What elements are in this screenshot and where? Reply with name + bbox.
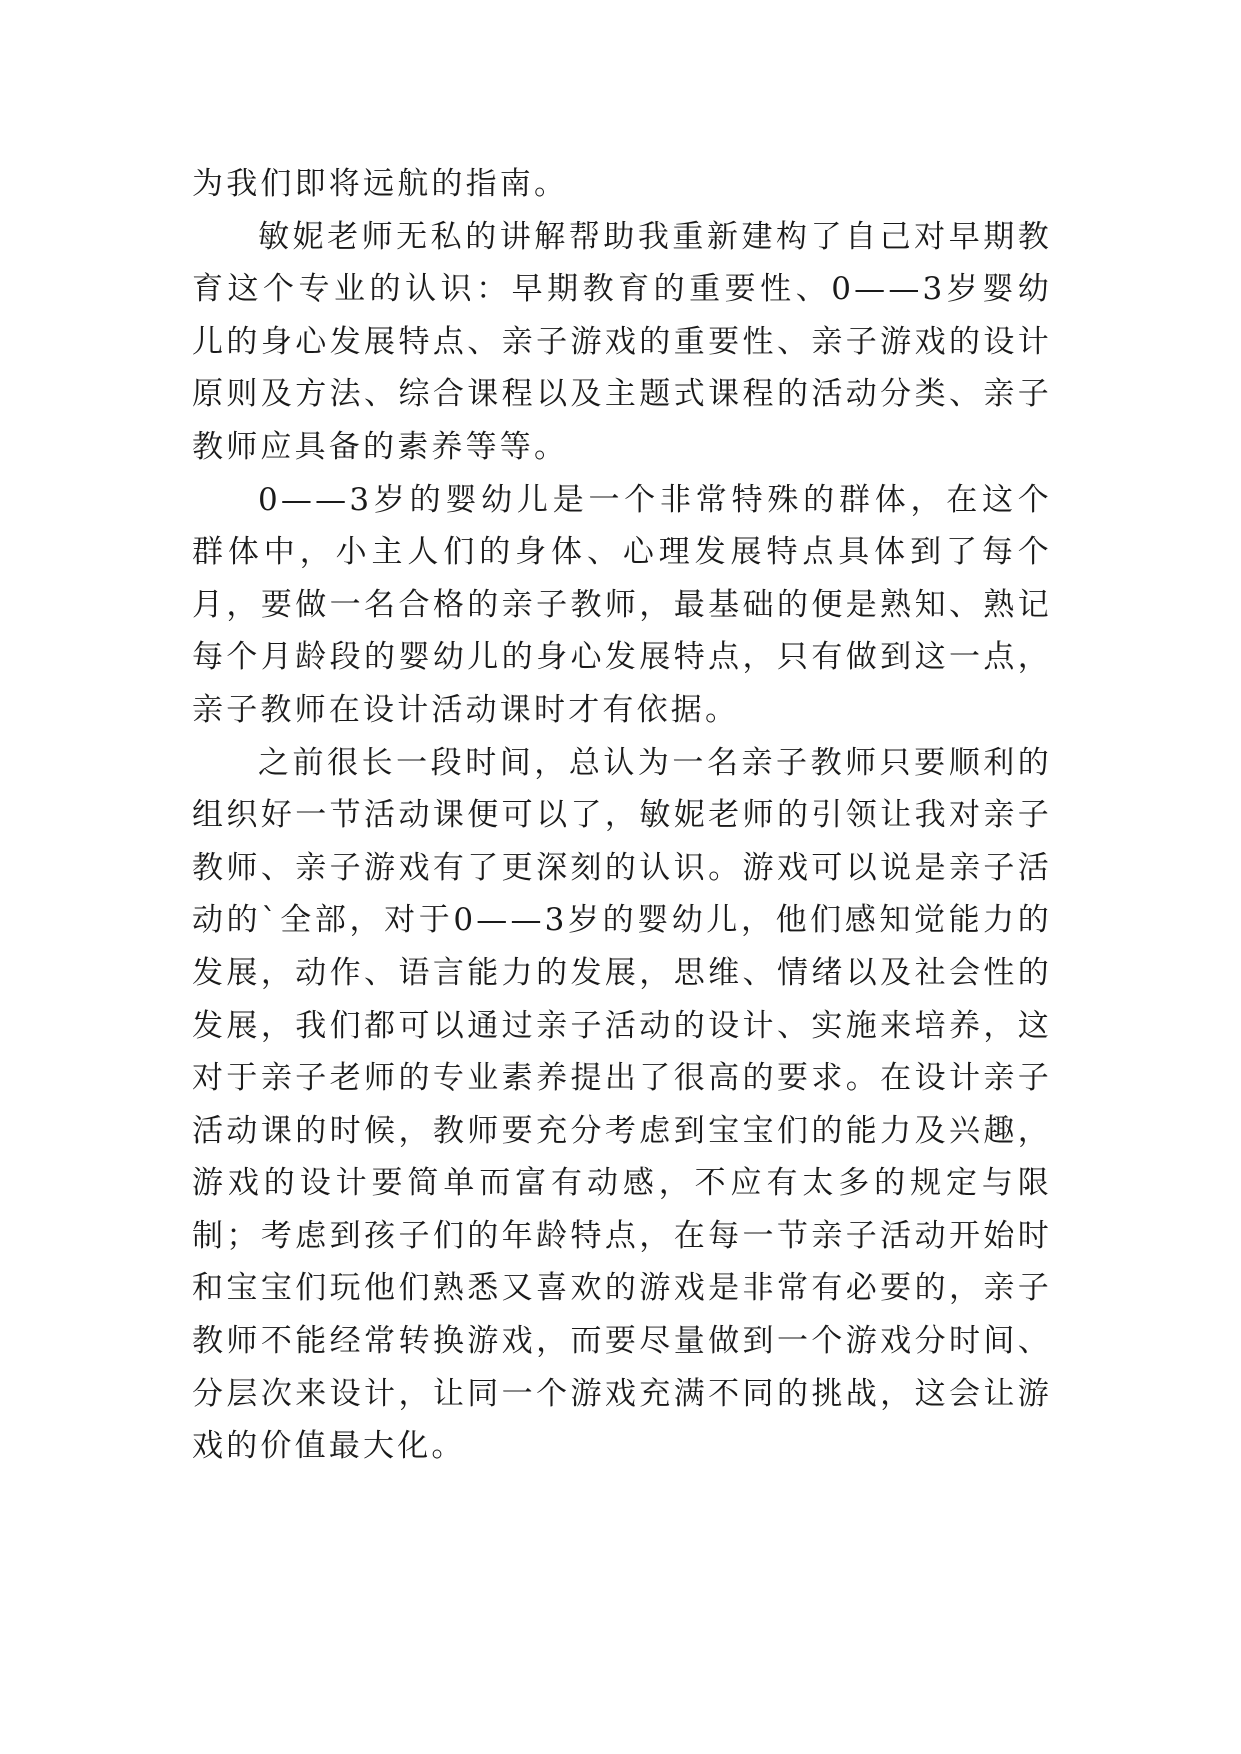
paragraph-1: 为我们即将远航的指南。 [192, 166, 569, 202]
paragraph-2: 敏妮老师无私的讲解帮助我重新建构了自己对早期教育这个专业的认识：早期教育的重要性、0——3岁婴幼儿的身心发展特点、亲子游戏的重要性、亲子游戏的设计原则及方法、综合课程以及主题式课程的活动分类、亲子教师应具备的素养等等。 [192, 218, 1052, 465]
paragraph-3: 0——3岁的婴幼儿是一个非常特殊的群体，在这个群体中，小主人们的身体、心理发展特点具体到了每个月，要做一名合格的亲子教师，最基础的便是熟知、熟记每个月龄段的婴幼儿的身心发展特点，只有做到这一点，亲子教师在设计活动课时才有依据。 [192, 481, 1052, 728]
document-body [192, 158, 1052, 1473]
paragraph-4: 之前很长一段时间，总认为一名亲子教师只要顺利的组织好一节活动课便可以了，敏妮老师的引领让我对亲子教师、亲子游戏有了更深刻的认识。游戏可以说是亲子活动的`全部，对于0——3岁的婴幼儿，他们感知觉能力的发展，动作、语言能力的发展，思维、情绪以及社会性的发展，我们都可以通过亲子活动的设计、实施来培养，这对于亲子老师的专业素养提出了很高的要求。在设计亲子活动课的时候，教师要充分考虑到宝宝们的能力及兴趣，游戏的设计要简单而富有动感，不应有太多的规定与限制；考虑到孩子们的年龄特点，在每一节亲子活动开始时和宝宝们玩他们熟悉又喜欢的游戏是非常有必要的，亲子教师不能经常转换游戏，而要尽量做到一个游戏分时间、分层次来设计，让同一个游戏充满不同的挑战，这会让游戏的价值最大化。 [192, 744, 1052, 1465]
